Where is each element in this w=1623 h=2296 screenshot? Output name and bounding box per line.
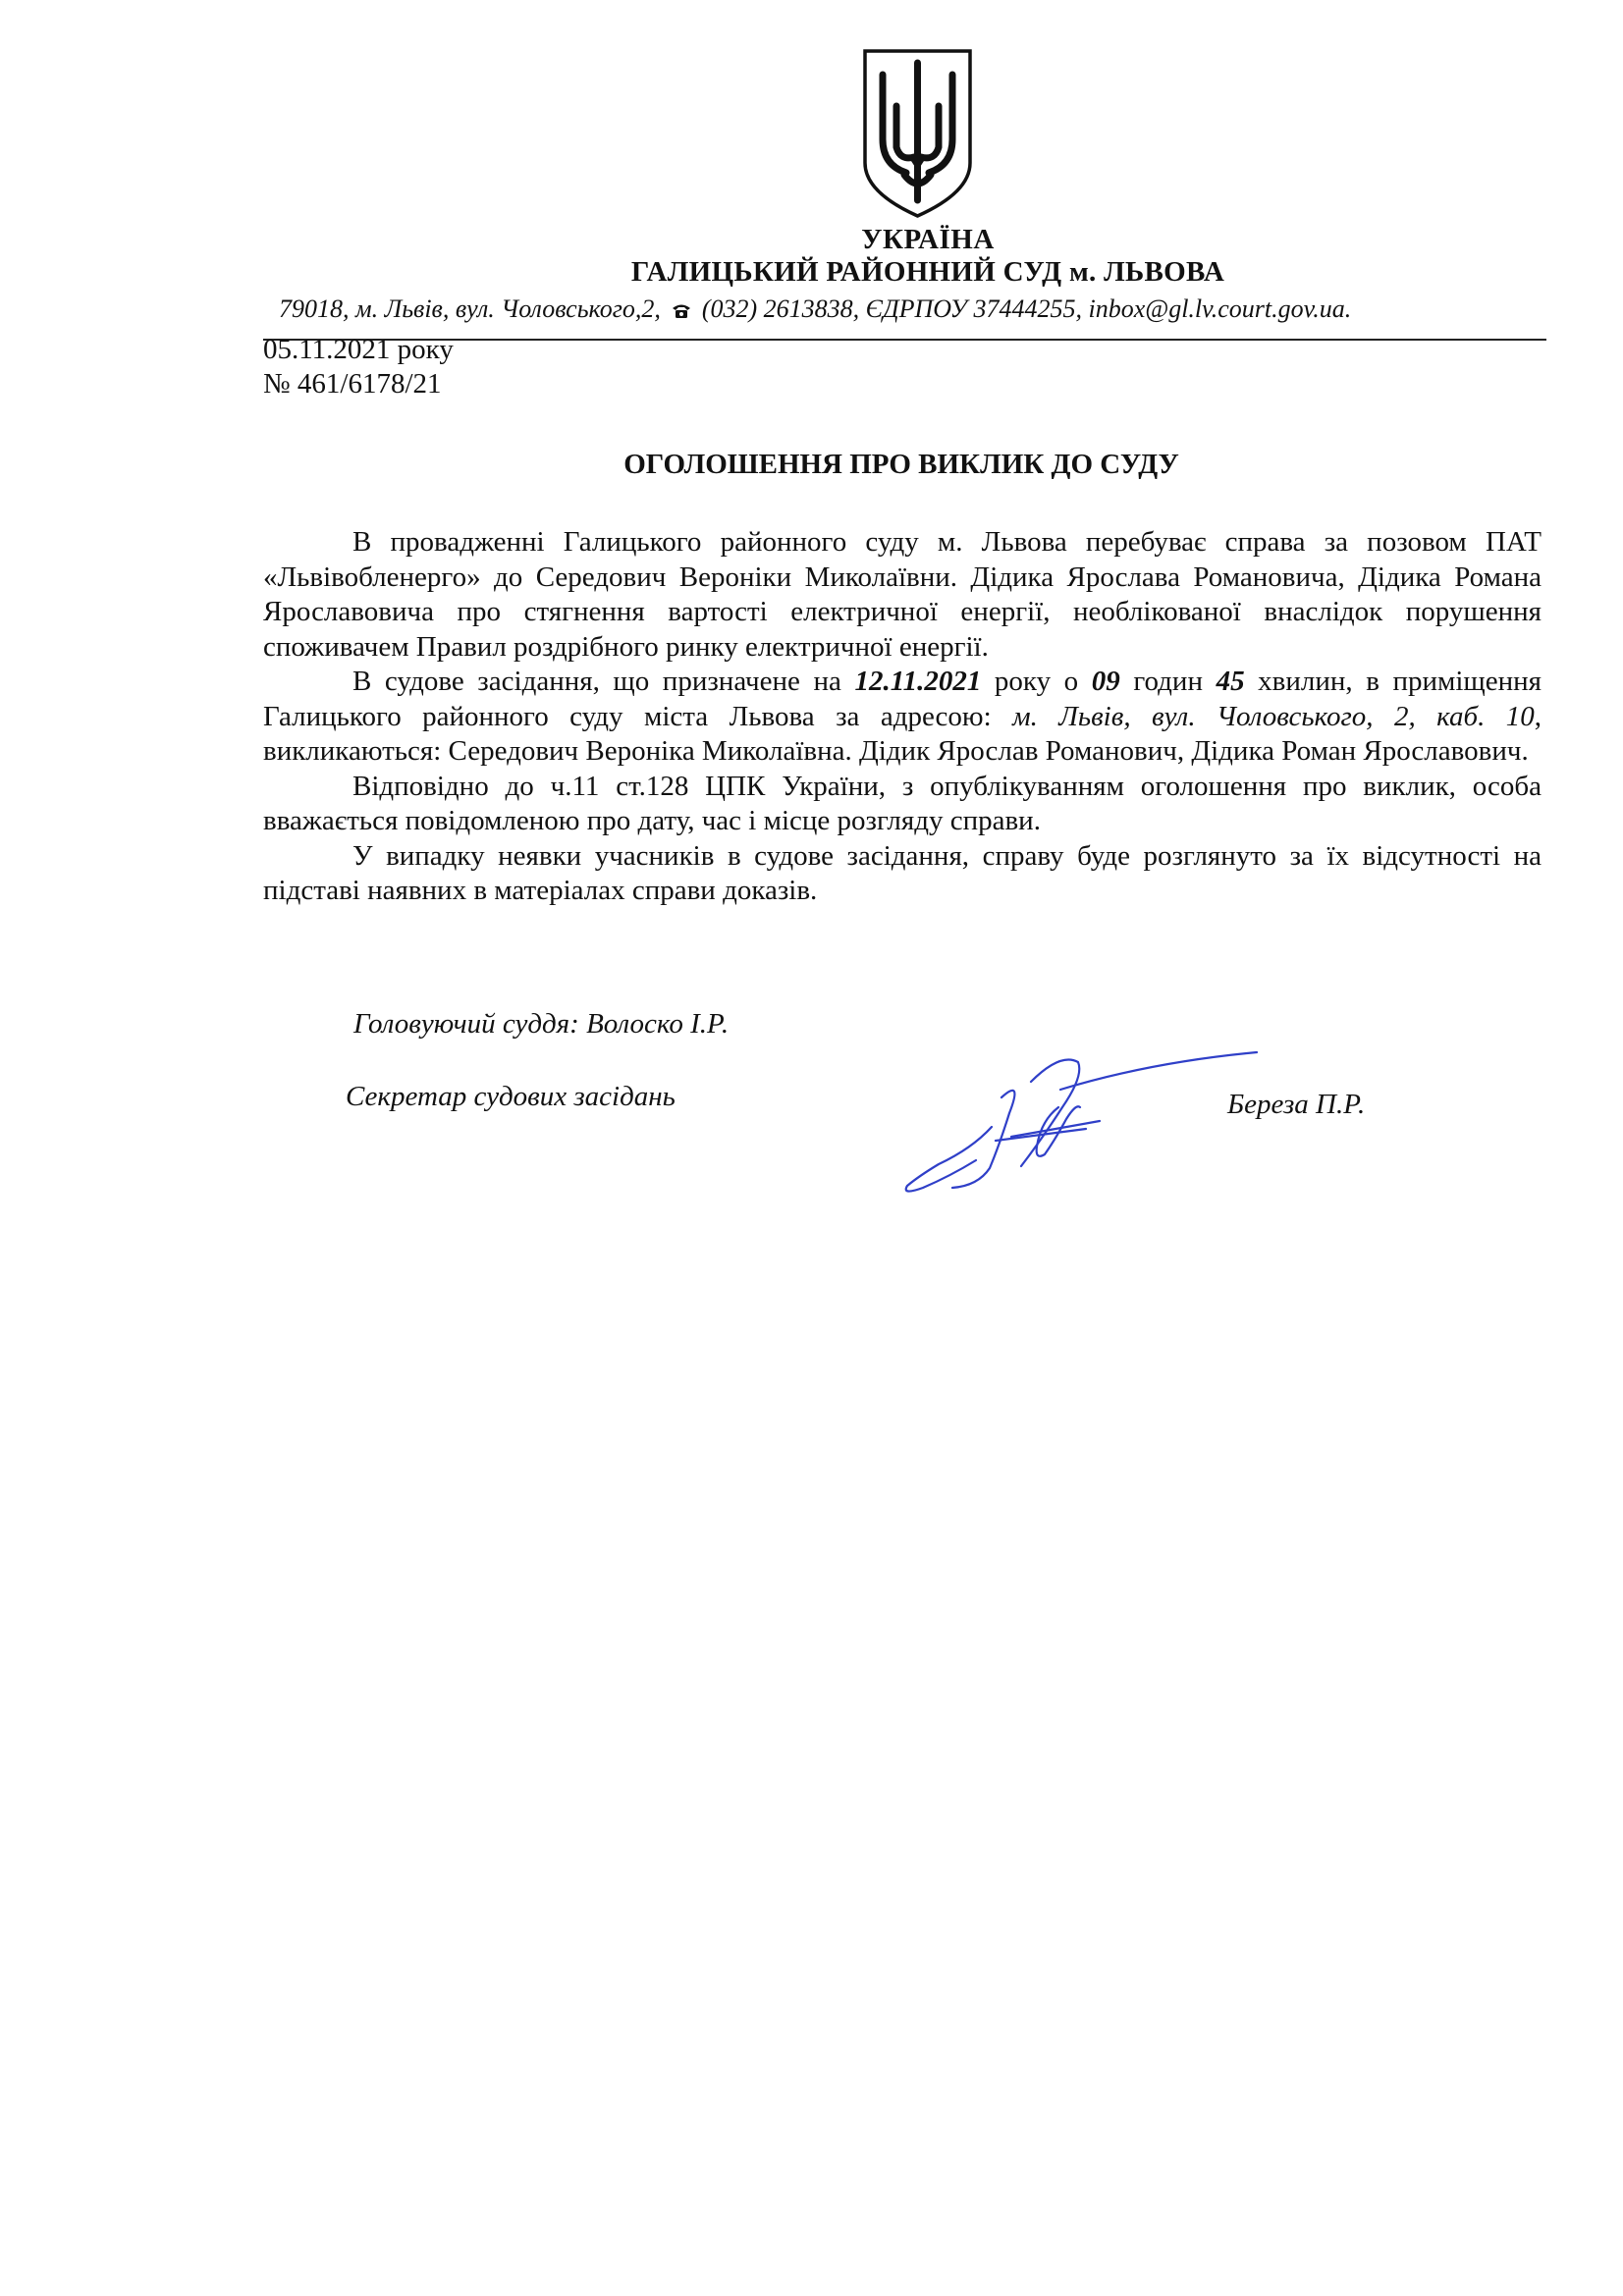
- address-street: 79018, м. Львів, вул. Чоловського,2,: [279, 294, 661, 323]
- hearing-date: 12.11.2021: [854, 666, 982, 697]
- coat-of-arms-trident-icon: [857, 45, 978, 220]
- document-date: 05.11.2021 року: [263, 334, 454, 365]
- hearing-text-b: року о: [981, 666, 1092, 697]
- phone-icon: [671, 301, 692, 319]
- secretary-role: Секретар судових засідань: [346, 1081, 676, 1112]
- header-divider: [263, 339, 1546, 341]
- paragraph-case: В провадженні Галицького районного суду м. Львова перебуває справа за позовом ПАТ «Львівобленерго» до Середович Вероніки Миколаївни. Дідика Ярослава Романовича, Дідика Романа Ярославовича про стягнення вартості електричної енергії, необлікованої внаслідок порушення споживачем Правил роздрібного ринку електричної енергії.: [263, 526, 1542, 663]
- hearing-text-c: годин: [1119, 666, 1217, 697]
- secretary-name: Береза П.Р.: [1227, 1089, 1366, 1120]
- address-contacts: (032) 2613838, ЄДРПОУ 37444255, inbox@gl.lv.court.gov.ua.: [701, 294, 1352, 323]
- handwritten-signature: [893, 1039, 1267, 1210]
- court-address-line: [279, 294, 1545, 324]
- hearing-text-d: хвилин, в приміщення Галицького районного суду міста Львова за адресою:: [263, 666, 1542, 732]
- paragraph-hearing: [263, 665, 1542, 770]
- presiding-judge: Головуючий суддя: Волоско І.Р.: [353, 1008, 730, 1040]
- court-heading: ГАЛИЦЬКИЙ РАЙОННИЙ СУД м. ЛЬВОВА: [630, 256, 1225, 288]
- hearing-minutes: 45: [1216, 666, 1245, 697]
- hearing-text-a: В судове засідання, що призначене на: [352, 666, 855, 697]
- paragraph-absence: У випадку неявки учасників в судове засідання, справу буде розглянуто за їх відсутності на підставі наявних в матеріалах справи доказів.: [263, 839, 1542, 906]
- notice-body: [263, 525, 1542, 909]
- hearing-hours: 09: [1091, 666, 1120, 697]
- paragraph-legal-basis: Відповідно до ч.11 ст.128 ЦПК України, з опублікуванням оголошення про виклик, особа вважається повідомленою про дату, час і місце розгляду справи.: [263, 770, 1542, 836]
- country-heading: УКРАЇНА: [861, 224, 995, 255]
- hearing-address: м. Львів, вул. Чоловського, 2, каб. 10: [1012, 700, 1535, 732]
- case-number: № 461/6178/21: [263, 368, 442, 400]
- hearing-text-e: , викликаються: Середович Вероніка Миколаївна. Дідик Ярослав Романович, Дідика Роман Ярославович.: [263, 700, 1542, 767]
- page-title: ОГОЛОШЕННЯ ПРО ВИКЛИК ДО СУДУ: [623, 449, 1179, 480]
